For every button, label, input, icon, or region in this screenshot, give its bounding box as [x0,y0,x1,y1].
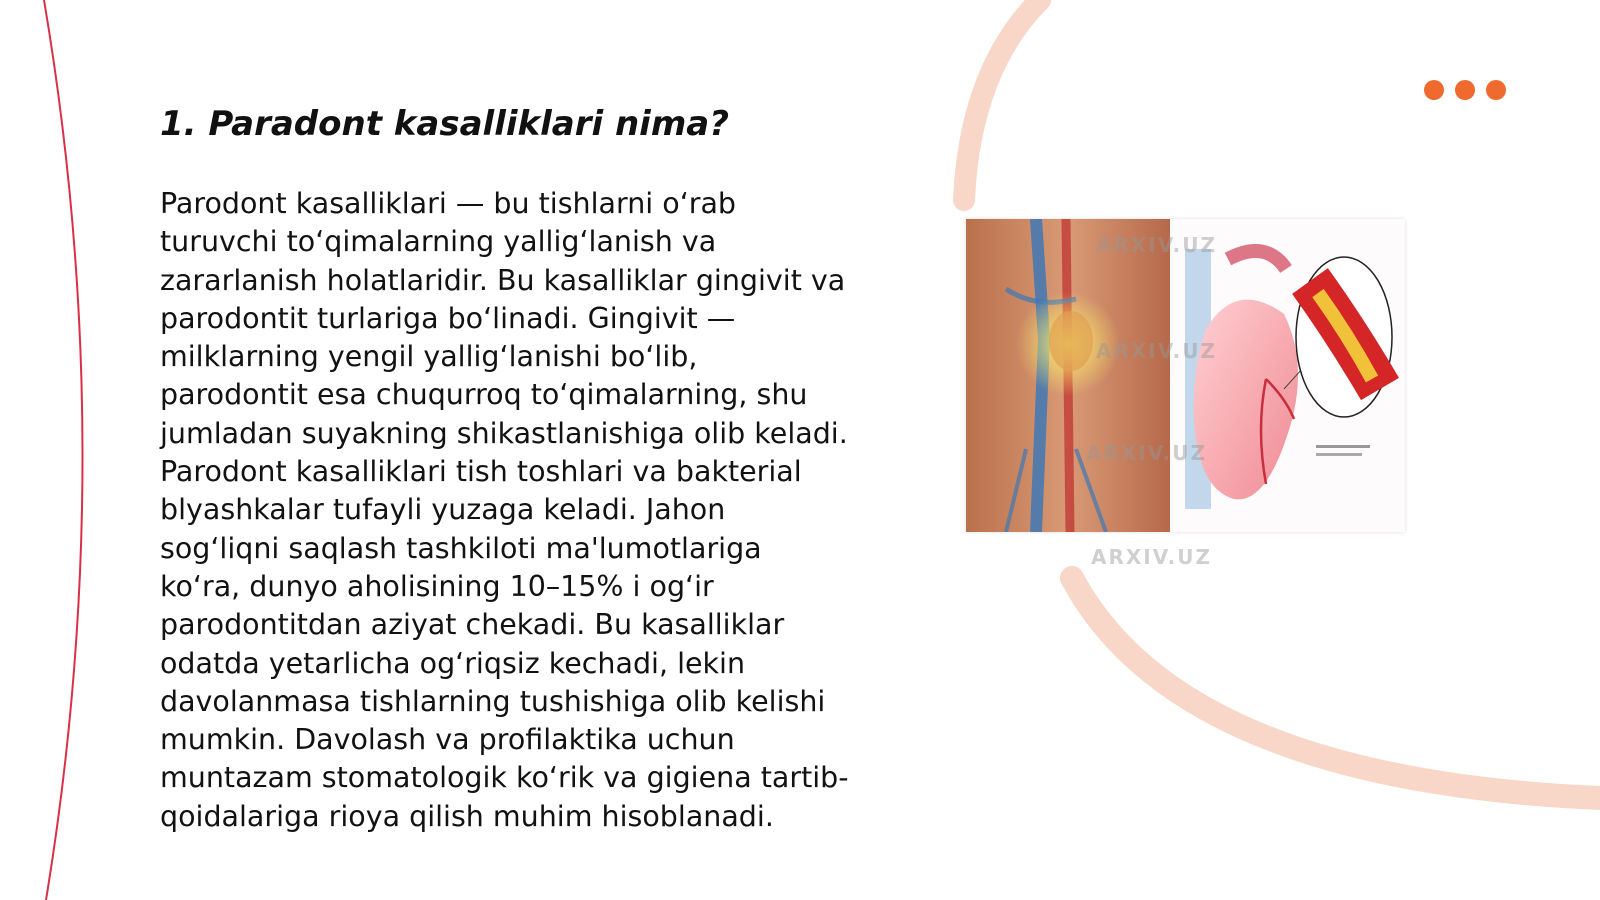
lower-arc [1072,578,1600,798]
slide-body-text: Parodont kasalliklari — bu tishlarni o‘rab turuvchi to‘qimalarning yallig‘lanish va zararlanish holatlaridir. Bu kasalliklar gingivit va parodontit turlariga bo‘linadi. Gingivit — milklarning yengil yallig‘lanishi bo‘lib, parodontit esa chuqurroq to‘qimalarning, shu jumladan suyakning shikastlanishiga olib keladi. Parodont kasalliklari tish toshlari va bakterial blyashkalar tufayli yuzaga keladi. Jahon sog‘liqni saqlash tashkiloti ma'lumotlariga ko‘ra, dunyo aholisining 10–15% i og‘ir parodontitdan aziyat chekadi. Bu kasalliklar odatda yetarlicha og‘riqsiz kechadi, lekin davolanmasa tishlarning tushishiga olib kelishi mumkin. Davolash va profilaktika uchun muntazam stomatologik ko‘rik va gigiena tartib-qoidalariga rioya qilish muhim hisoblanadi. [160,187,849,833]
slide-title: 1. Paradont kasalliklari nima? [160,104,729,144]
dot-icon [1455,80,1475,100]
watermark-text: ARXIV.UZ [1091,545,1212,569]
left-curve-line [44,0,83,900]
watermark-text: ARXIV.UZ [1096,233,1217,257]
watermark-text: ARXIV.UZ [1096,339,1217,363]
dot-icon [1486,80,1506,100]
heart-illustration [966,219,1405,569]
watermark-text: ARXIV.UZ [1086,441,1207,465]
upper-arc [964,0,1040,200]
dot-icon [1424,80,1444,100]
illustration-graphic [966,219,1405,532]
decorative-dots [1424,80,1506,100]
